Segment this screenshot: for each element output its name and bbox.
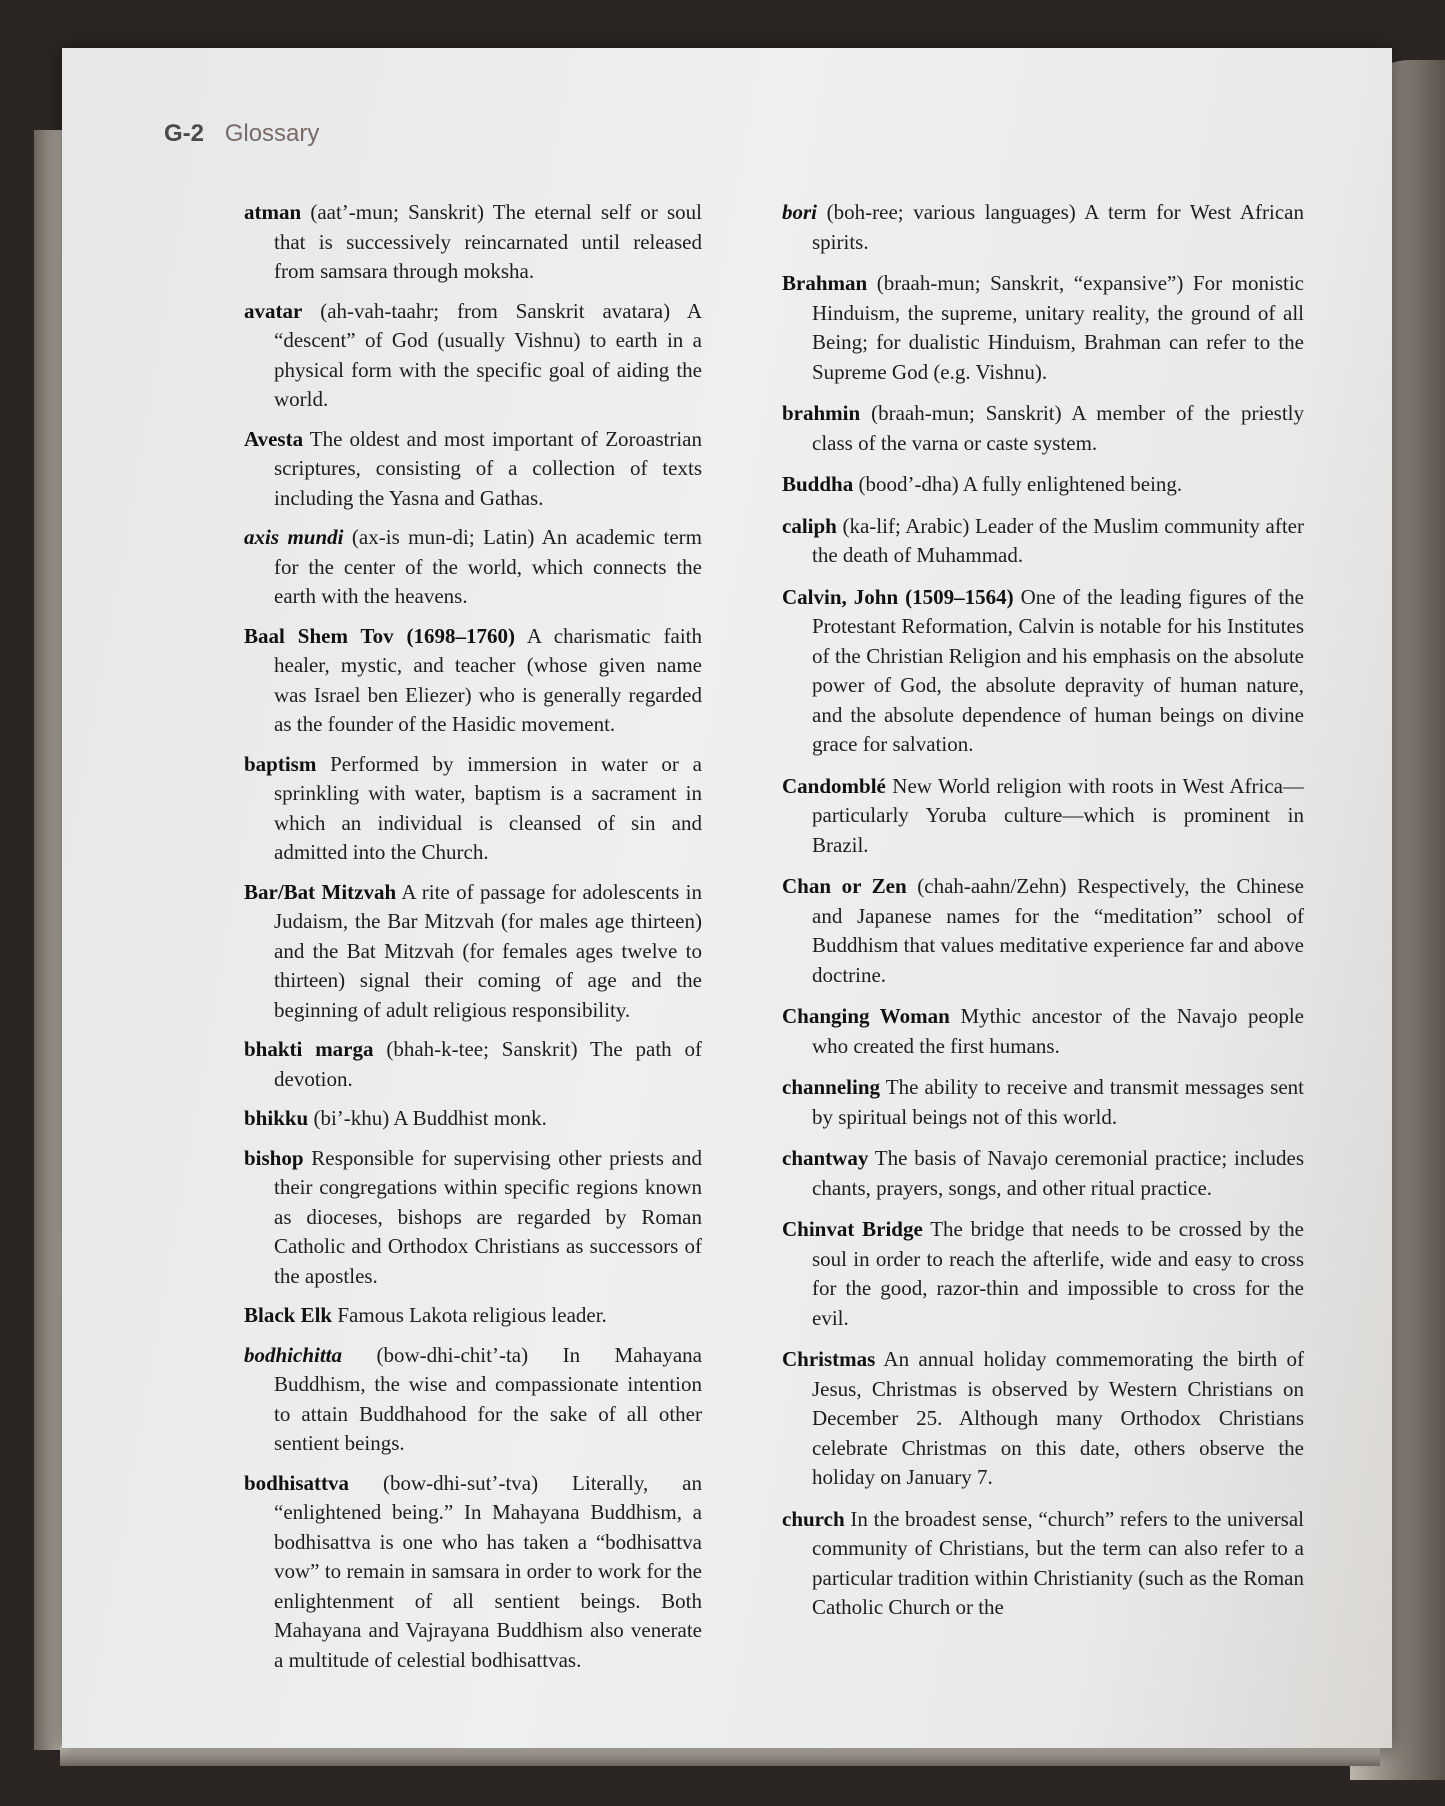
glossary-term: Brahman: [782, 271, 868, 295]
glossary-definition: A charismatic faith healer, mystic, and teacher (whose given name was Israel ben Eliezer) who is generally regarded as the founder of the Hasidic movement.: [274, 623, 703, 736]
glossary-column-right: [782, 198, 1304, 1635]
glossary-term: Chan or Zen: [782, 874, 907, 898]
glossary-entry: [782, 470, 1304, 500]
glossary-definition: (bow-dhi-chit’-ta) In Mahayana Buddhism, the wise and compassionate intention to attain Buddhahood for the sake of all other sentient beings.: [274, 1342, 702, 1455]
glossary-entry: [244, 750, 702, 868]
glossary-entry: [782, 1073, 1304, 1132]
glossary-column-left: [244, 198, 702, 1685]
page-folio: G-2: [164, 120, 205, 147]
glossary-entry: [782, 772, 1304, 861]
glossary-definition: (bow-dhi-sut’-tva) Literally, an “enlightened being.” In Mahayana Buddhism, a bodhisattva is one who has taken a “bodhisattva vow” to remain in samsara in order to work for the enlightenment of all sentient beings. Both Mahayana and Vajrayana Buddhism also venerate a multitude of celestial bodhisattvas.: [274, 1470, 702, 1672]
glossary-term: Bar/Bat Mitzvah: [244, 879, 397, 904]
glossary-definition: (bhah-k-tee; Sanskrit) The path of devotion.: [274, 1037, 702, 1091]
glossary-entry: [244, 1301, 702, 1331]
glossary-entry: [782, 1144, 1304, 1203]
glossary-entry: [244, 1341, 702, 1459]
glossary-definition: (ax-is mun-di; Latin) An academic term for the center of the world, which connects the earth with the heavens.: [274, 525, 702, 608]
glossary-term: bhikku: [244, 1106, 309, 1130]
glossary-term: Buddha: [782, 472, 854, 496]
glossary-definition: In the broadest sense, “church” refers to the universal community of Christians, but the term can also refer to a particular tradition within Christianity (such as the Roman Catholic Church or the: [812, 1506, 1304, 1619]
glossary-term: bodhichitta: [244, 1342, 343, 1367]
glossary-term: axis mundi: [244, 525, 344, 549]
glossary-definition: (braah-mun; Sanskrit, “expansive”) For monistic Hinduism, the supreme, unitary reality, the ground of all Being; for dualistic Hinduism, Brahman can refer to the Supreme God (e.g. Vishnu).: [812, 271, 1304, 384]
glossary-definition: New World religion with roots in West Africa—particularly Yoruba culture—which is prominent in Brazil.: [812, 773, 1304, 857]
glossary-definition: (chah-aahn/Zehn) Respectively, the Chinese and Japanese names for the “meditation” school of Buddhism that values meditative experience far and above doctrine.: [812, 874, 1304, 987]
glossary-entry: [782, 583, 1304, 760]
glossary-term: avatar: [244, 298, 303, 323]
glossary-definition: An annual holiday commemorating the birth of Jesus, Christmas is observed by Western Christians on December 25. Although many Orthodox Christians celebrate Christmas on this date, others observe the holiday on January 7.: [812, 1347, 1304, 1489]
glossary-entry: [244, 297, 702, 415]
glossary-term: Christmas: [782, 1347, 876, 1371]
glossary-entry: [244, 1035, 702, 1094]
glossary-entry: [782, 269, 1304, 387]
glossary-term: brahmin: [782, 401, 861, 425]
glossary-definition: Performed by immersion in water or a sprinkling with water, baptism is a sacrament in which an individual is cleansed of sin and admitted into the Church.: [274, 751, 702, 864]
glossary-definition: A rite of passage for adolescents in Judaism, the Bar Mitzvah (for males age thirteen) and the Bat Mitzvah (for females ages twelve to thirteen) signal their coming of age and the beginning of adult religious responsibility.: [274, 879, 703, 1022]
glossary-term: chantway: [782, 1146, 869, 1170]
glossary-entry: [244, 1469, 702, 1676]
glossary-term: baptism: [244, 751, 317, 776]
glossary-term: Baal Shem Tov (1698–1760): [244, 623, 516, 648]
glossary-definition: The bridge that needs to be crossed by the soul in order to reach the afterlife, wide and easy to cross for the good, razor-thin and impossible to cross for the evil.: [812, 1217, 1304, 1330]
glossary-term: atman: [244, 200, 302, 224]
glossary-term: bhakti marga: [244, 1037, 374, 1061]
glossary-entry: [782, 1215, 1304, 1333]
glossary-term: Avesta: [244, 426, 304, 451]
glossary-term: bishop: [244, 1145, 304, 1170]
glossary-definition: The ability to receive and transmit messages sent by spiritual beings not of this world.: [812, 1075, 1304, 1129]
glossary-term: Changing Woman: [782, 1004, 950, 1028]
glossary-term: bori: [782, 200, 818, 224]
glossary-definition: One of the leading figures of the Protestant Reformation, Calvin is notable for his Institutes of the Christian Religion and his emphasis on the absolute power of God, the absolute depravity of human nature, and the absolute dependence of human beings on divine grace for salvation.: [812, 584, 1304, 756]
glossary-definition: The basis of Navajo ceremonial practice; includes chants, prayers, songs, and other ritual practice.: [812, 1146, 1304, 1200]
glossary-term: Chinvat Bridge: [782, 1217, 923, 1241]
glossary-term: church: [782, 1506, 845, 1531]
glossary-definition: (ka-lif; Arabic) Leader of the Muslim community after the death of Muhammad.: [812, 513, 1304, 567]
glossary-entry: [782, 1002, 1304, 1061]
glossary-term: bodhisattva: [244, 1470, 350, 1495]
glossary-entry: [782, 198, 1304, 257]
glossary-entry: [244, 523, 702, 612]
glossary-entry: [244, 1104, 702, 1134]
glossary-entry: [244, 622, 702, 740]
glossary-definition: (boh-ree; various languages) A term for West African spirits.: [812, 200, 1304, 254]
glossary-entry: [244, 425, 702, 514]
glossary-definition: (ah-vah-taahr; from Sanskrit avatara) A “descent” of God (usually Vishnu) to earth in a physical form with the specific goal of aiding the world.: [274, 298, 702, 411]
glossary-definition: (bood’-dha) A fully enlightened being.: [853, 472, 1183, 496]
glossary-definition: Famous Lakota religious leader.: [332, 1303, 607, 1327]
glossary-term: Calvin, John (1509–1564): [782, 584, 1014, 609]
glossary-entry: [244, 198, 702, 287]
glossary-term: Candomblé: [782, 773, 886, 798]
page-header: [164, 120, 319, 148]
glossary-definition: Responsible for supervising other priests and their congregations within specific regions known as dioceses, bishops are regarded by Roman Catholic and Orthodox Christians as successors of the apostles.: [274, 1145, 702, 1288]
glossary-entry: [782, 512, 1304, 571]
glossary-page: [62, 48, 1392, 1748]
glossary-entry: [782, 872, 1304, 990]
glossary-definition: (bi’-khu) A Buddhist monk.: [308, 1106, 547, 1130]
glossary-entry: [782, 1505, 1304, 1623]
glossary-term: channeling: [782, 1075, 881, 1099]
glossary-definition: (braah-mun; Sanskrit) A member of the priestly class of the varna or caste system.: [812, 401, 1304, 455]
glossary-definition: The oldest and most important of Zoroastrian scriptures, consisting of a collection of texts including the Yasna and Gathas.: [274, 426, 702, 510]
glossary-term: caliph: [782, 513, 837, 538]
glossary-entry: [782, 1345, 1304, 1493]
glossary-entry: [244, 878, 702, 1026]
glossary-term: Black Elk: [244, 1303, 333, 1327]
book-edge-left: [34, 130, 64, 1750]
running-head: Glossary: [224, 120, 320, 147]
book-edge-bottom: [60, 1746, 1380, 1766]
glossary-definition: Mythic ancestor of the Navajo people who created the first humans.: [812, 1004, 1305, 1058]
glossary-entry: [782, 399, 1304, 458]
glossary-entry: [244, 1144, 702, 1292]
glossary-definition: (aat’-mun; Sanskrit) The eternal self or soul that is successively reincarnated until released from samsara through moksha.: [274, 200, 702, 283]
